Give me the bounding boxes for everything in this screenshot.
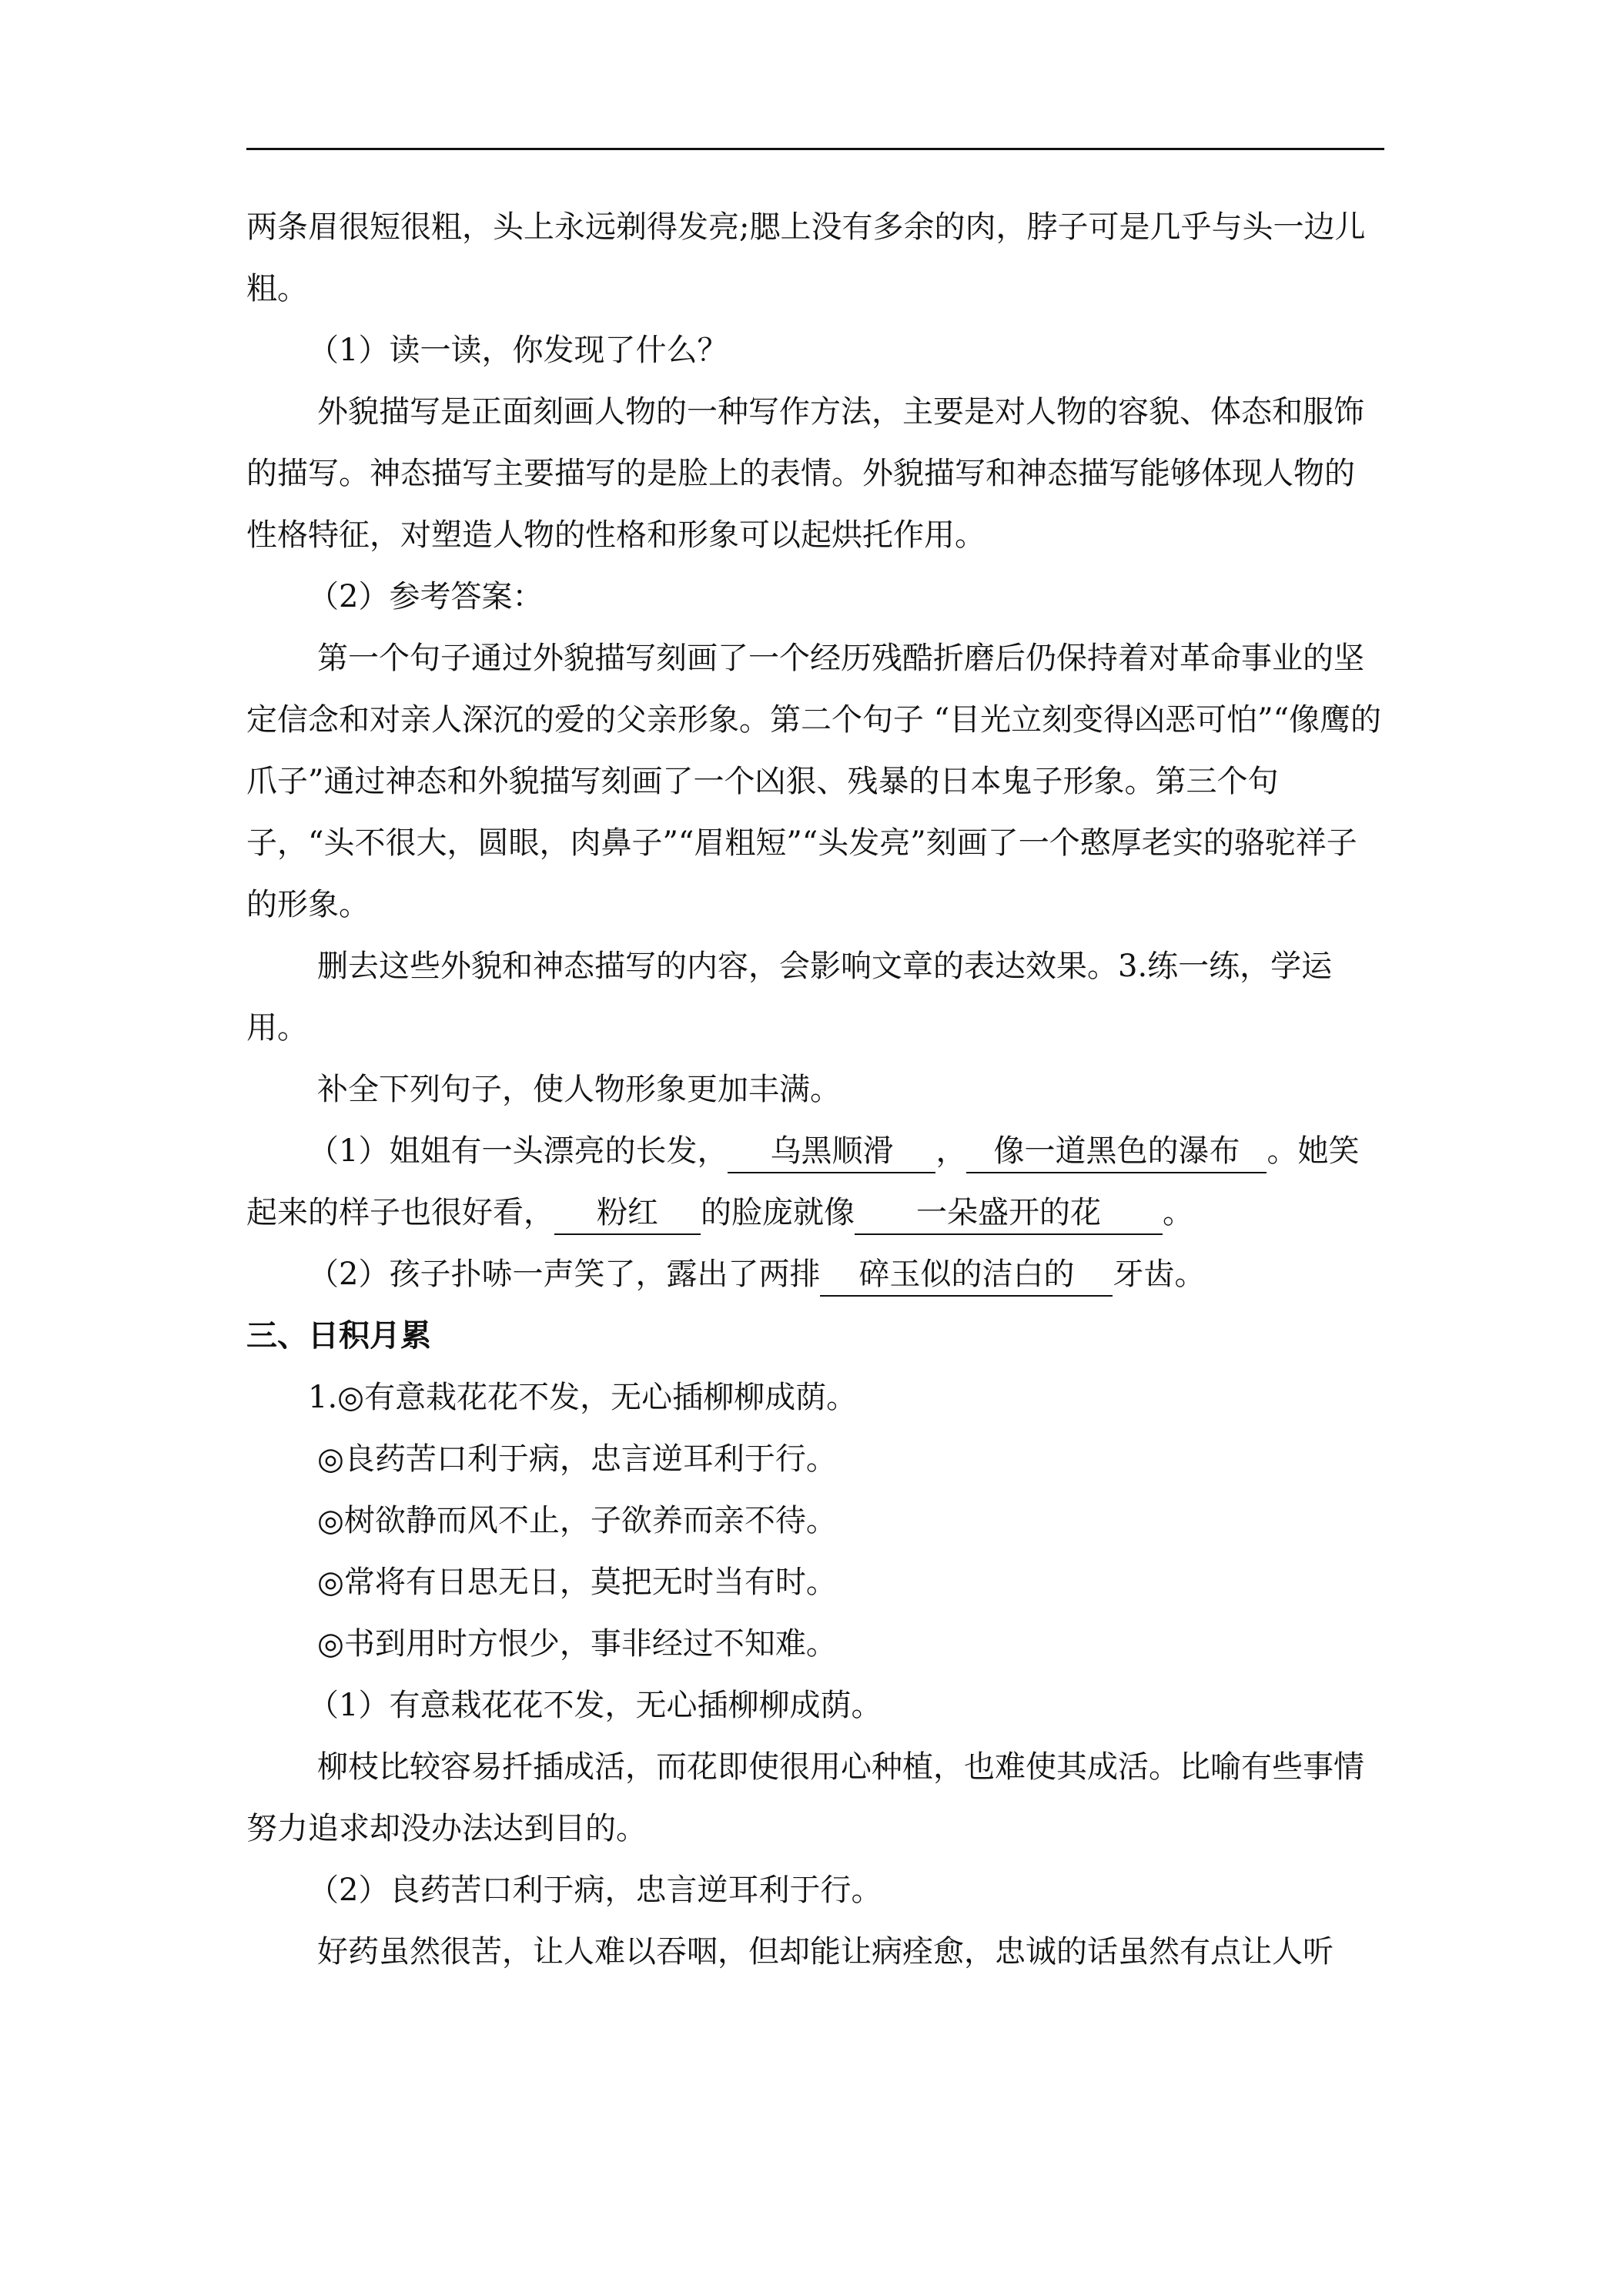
proverb-explanation: 好药虽然很苦，让人难以吞咽，但却能让病痊愈，忠诚的话虽然有点让人听 xyxy=(317,1934,1334,1970)
proverb-list-item: ◎书到用时方恨少，事非经过不知难。 xyxy=(317,1626,837,1662)
proverb-list-item: ◎常将有日思无日，莫把无时当有时。 xyxy=(317,1565,837,1600)
proverb-explanation-heading: （1）有意栽花花不发，无心插柳柳成荫。 xyxy=(308,1688,882,1723)
question-read: （1）读一读，你发现了什么？ xyxy=(308,333,728,368)
proverb-list-item: ◎良药苦口利于病，忠言逆耳利于行。 xyxy=(317,1441,837,1477)
paragraph-complete-sentences: 补全下列句子，使人物形象更加丰满。 xyxy=(317,1072,841,1107)
proverb-explanation-heading: （2）良药苦口利于病，忠言逆耳利于行。 xyxy=(308,1873,882,1908)
paragraph-appearance-explanation: 外貌描写是正面刻画人物的一种写作方法，主要是对人物的容貌、体态和服饰的描写。神态描写主要描写的是脸上的表情。外貌描写和神态描写能够体现人物的性格特征，对塑造人物的性格和形象可以起烘托作用。 xyxy=(246,394,1364,553)
exercise-1-text: 。 xyxy=(1163,1195,1193,1230)
proverb-list-item: 1.◎有意栽花花不发，无心插柳柳成荫。 xyxy=(308,1380,858,1415)
exercise-1 xyxy=(246,1120,1384,1243)
answer-blank: 乌黑顺滑 xyxy=(728,1130,935,1173)
exercise-1-text: 的脸庞就像 xyxy=(701,1195,855,1230)
paragraph-description-text: 两条眉很短很粗，头上永远剃得发亮;腮上没有多余的肉，脖子可是几乎与头一边儿粗。 xyxy=(246,209,1366,306)
paragraph-reference-answer: 第一个句子通过外貌描写刻画了一个经历残酷折磨后仍保持着对革命事业的坚定信念和对亲人深沉的爱的父亲形象。第二个句子 “目光立刻变得凶恶可怕”“像鹰的爪子”通过神态和外貌描写刻画了一个凶狠、残暴的日本鬼子形象。第三个句子，“头不很大，圆眼，肉鼻子”“眉粗短”“头发亮”刻画了一个憨厚老实的骆驼祥子的形象。 xyxy=(246,641,1382,922)
exercise-2 xyxy=(246,1243,1384,1305)
header-rule xyxy=(246,148,1384,150)
reference-answer-heading: （2）参考答案： xyxy=(308,579,544,614)
document-body xyxy=(246,196,1384,1983)
section-heading: 三、日积月累 xyxy=(246,1318,431,1354)
answer-blank: 像一道黑色的瀑布 xyxy=(966,1130,1267,1173)
exercise-2-text: （2）孩子扑哧一声笑了，露出了两排 xyxy=(308,1257,821,1292)
exercise-1-text: 。她笑起来的样子也很好看， xyxy=(246,1133,1360,1230)
answer-blank: 碎玉似的洁白的 xyxy=(820,1253,1113,1297)
proverb-explanation: 柳枝比较容易扦插成活，而花即使很用心种植，也难使其成活。比喻有些事情努力追求却没办法达到目的。 xyxy=(246,1749,1364,1846)
exercise-2-text: 牙齿。 xyxy=(1113,1257,1206,1292)
paragraph-practice-intro: 删去这些外貌和神态描写的内容，会影响文章的表达效果。3.练一练，学运用。 xyxy=(246,949,1333,1046)
exercise-1-text: ， xyxy=(935,1133,967,1169)
exercise-1-text: （1）姐姐有一头漂亮的长发， xyxy=(308,1133,728,1169)
proverb-list-item: ◎树欲静而风不止，子欲养而亲不待。 xyxy=(317,1503,837,1538)
answer-blank: 一朵盛开的花 xyxy=(855,1192,1163,1235)
answer-blank: 粉红 xyxy=(554,1192,701,1235)
